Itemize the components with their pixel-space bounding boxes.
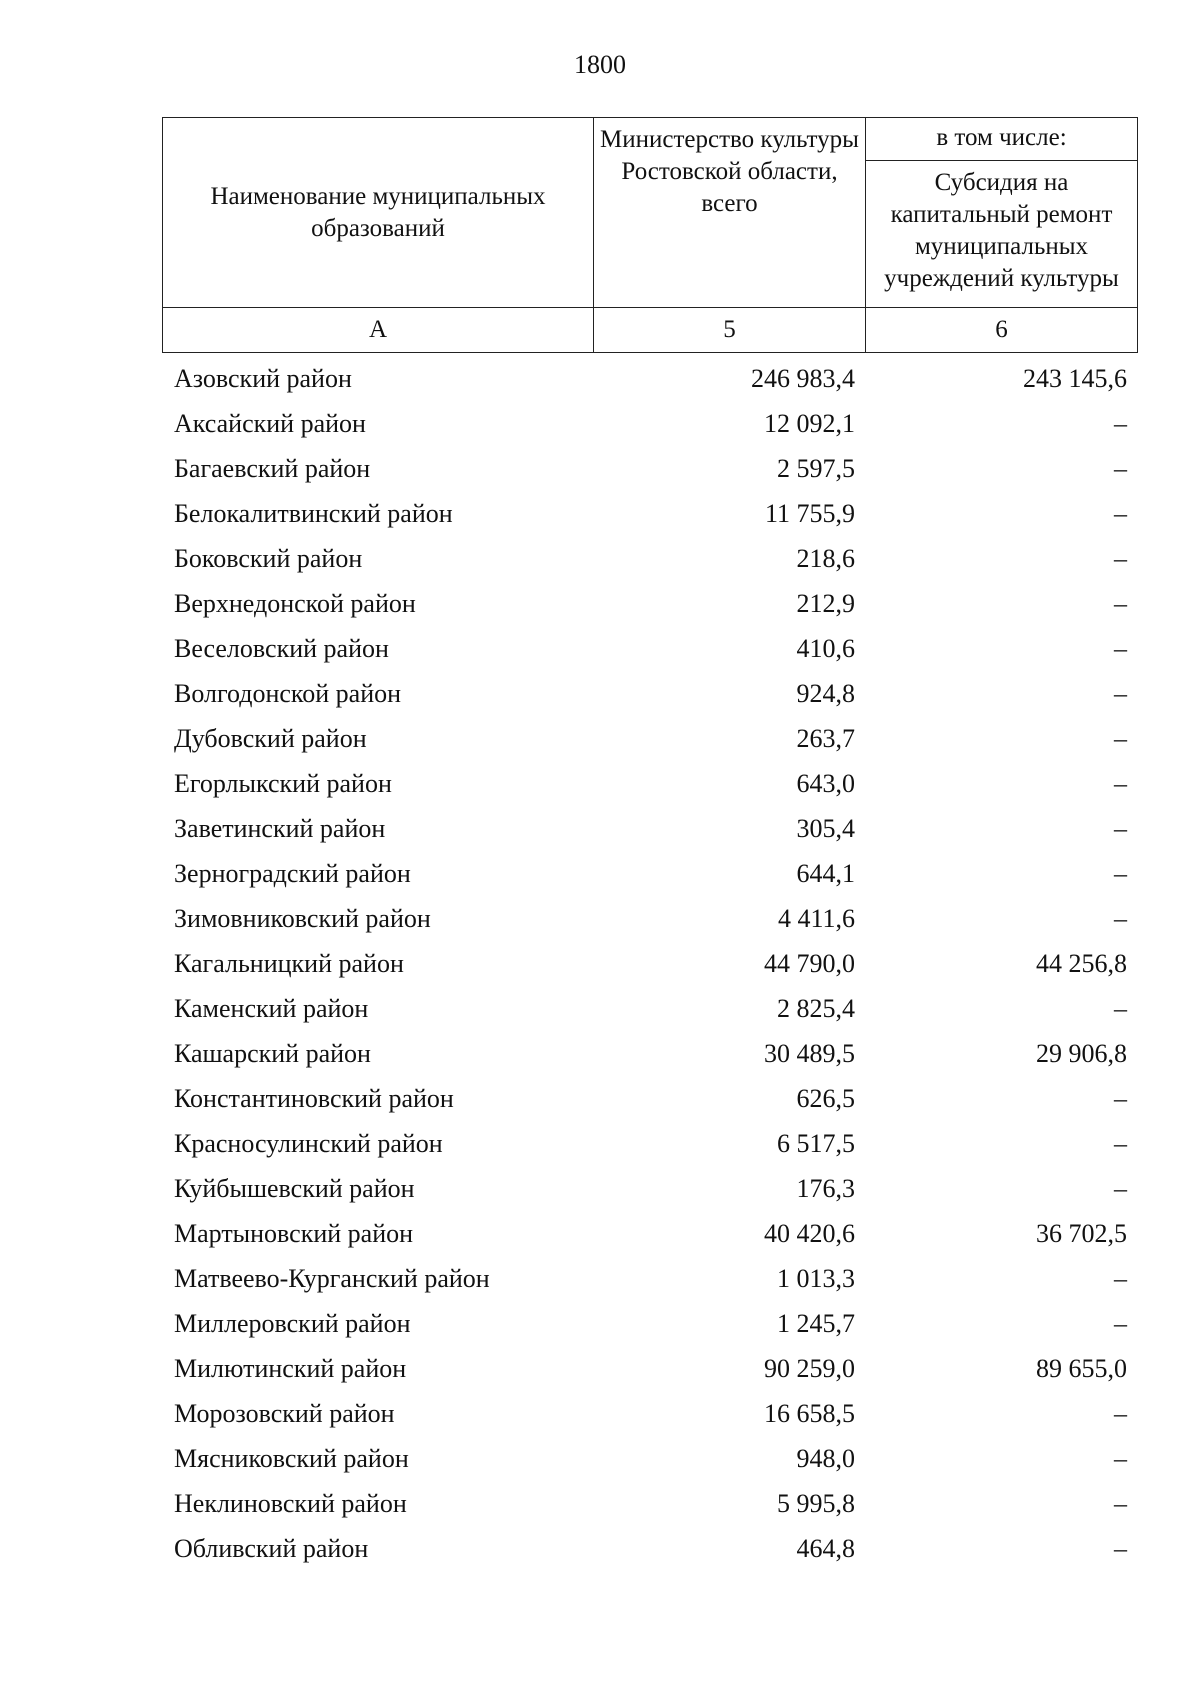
table-row bbox=[162, 1121, 1137, 1166]
table-row bbox=[162, 1481, 1137, 1526]
ministry-total-cell: 176,3 bbox=[796, 1173, 855, 1203]
ministry-total-cell: 1 245,7 bbox=[777, 1308, 855, 1338]
header-column-number-6: 6 bbox=[866, 308, 1138, 353]
municipality-name-cell: Красносулинский район bbox=[174, 1128, 443, 1158]
ministry-total-cell: 305,4 bbox=[796, 813, 855, 843]
municipality-name-cell: Веселовский район bbox=[174, 633, 389, 663]
subsidy-cell: – bbox=[1114, 678, 1127, 708]
municipality-name-cell: Верхнедонской район bbox=[174, 588, 416, 618]
municipality-name-cell: Кагальницкий район bbox=[174, 948, 404, 978]
table-row bbox=[162, 491, 1137, 536]
table-row bbox=[162, 671, 1137, 716]
subsidy-cell: – bbox=[1114, 1443, 1127, 1473]
table-row bbox=[162, 1301, 1137, 1346]
ministry-total-cell: 246 983,4 bbox=[751, 363, 855, 393]
table-row bbox=[162, 356, 1137, 401]
table-row bbox=[162, 581, 1137, 626]
subsidy-cell: – bbox=[1114, 1533, 1127, 1563]
table-row bbox=[162, 761, 1137, 806]
subsidy-cell: – bbox=[1114, 1128, 1127, 1158]
subsidy-cell: – bbox=[1114, 903, 1127, 933]
table-row bbox=[162, 1166, 1137, 1211]
ministry-total-cell: 410,6 bbox=[796, 633, 855, 663]
subsidy-cell: – bbox=[1114, 633, 1127, 663]
municipality-name-cell: Кашарский район bbox=[174, 1038, 371, 1068]
table-row bbox=[162, 1076, 1137, 1121]
ministry-total-cell: 263,7 bbox=[796, 723, 855, 753]
subsidy-cell: – bbox=[1114, 498, 1127, 528]
subsidy-cell: – bbox=[1114, 813, 1127, 843]
ministry-total-cell: 644,1 bbox=[796, 858, 855, 888]
municipality-name-cell: Багаевский район bbox=[174, 453, 371, 483]
table-row bbox=[162, 1211, 1137, 1256]
table-body bbox=[162, 356, 1137, 1571]
table-row bbox=[162, 626, 1137, 671]
ministry-total-cell: 218,6 bbox=[796, 543, 855, 573]
ministry-total-cell: 12 092,1 bbox=[764, 408, 855, 438]
header-including: в том числе: bbox=[866, 118, 1138, 161]
subsidy-cell: – bbox=[1114, 1488, 1127, 1518]
table-row bbox=[162, 1526, 1137, 1571]
subsidy-cell: – bbox=[1114, 993, 1127, 1023]
municipality-name-cell: Азовский район bbox=[174, 363, 352, 393]
subsidy-cell: – bbox=[1114, 453, 1127, 483]
ministry-total-cell: 30 489,5 bbox=[764, 1038, 855, 1068]
ministry-total-cell: 16 658,5 bbox=[764, 1398, 855, 1428]
table-row bbox=[162, 1391, 1137, 1436]
table-row bbox=[162, 896, 1137, 941]
ministry-total-cell: 90 259,0 bbox=[764, 1353, 855, 1383]
municipality-name-cell: Зимовниковский район bbox=[174, 903, 431, 933]
ministry-total-cell: 643,0 bbox=[796, 768, 855, 798]
table-row bbox=[162, 1346, 1137, 1391]
table-row bbox=[162, 401, 1137, 446]
municipality-name-cell: Мартыновский район bbox=[174, 1218, 414, 1248]
header-municipality-name: Наименование муниципальных образований bbox=[163, 118, 594, 308]
subsidy-cell: – bbox=[1114, 723, 1127, 753]
subsidy-cell: – bbox=[1114, 1398, 1127, 1428]
subsidy-cell: – bbox=[1114, 1263, 1127, 1293]
municipality-name-cell: Заветинский район bbox=[174, 813, 386, 843]
ministry-total-cell: 924,8 bbox=[796, 678, 855, 708]
table-row bbox=[162, 536, 1137, 581]
municipality-name-cell: Константиновский район bbox=[174, 1083, 454, 1113]
subsidy-cell: – bbox=[1114, 768, 1127, 798]
municipality-name-cell: Миллеровский район bbox=[174, 1308, 411, 1338]
table-row bbox=[162, 986, 1137, 1031]
ministry-total-cell: 44 790,0 bbox=[764, 948, 855, 978]
ministry-total-cell: 40 420,6 bbox=[764, 1218, 855, 1248]
table-header bbox=[162, 117, 1138, 353]
municipality-name-cell: Аксайский район bbox=[174, 408, 366, 438]
table-row bbox=[162, 1436, 1137, 1481]
ministry-total-cell: 948,0 bbox=[796, 1443, 855, 1473]
municipality-name-cell: Мясниковский район bbox=[174, 1443, 409, 1473]
ministry-total-cell: 1 013,3 bbox=[777, 1263, 855, 1293]
subsidy-cell: – bbox=[1114, 588, 1127, 618]
subsidy-cell: – bbox=[1114, 1083, 1127, 1113]
municipality-name-cell: Волгодонской район bbox=[174, 678, 402, 708]
subsidy-cell: 29 906,8 bbox=[1036, 1038, 1127, 1068]
header-ministry-total: Министерство культуры Ростовской области, всего bbox=[594, 118, 866, 308]
table-row bbox=[162, 1031, 1137, 1076]
ministry-total-cell: 2 597,5 bbox=[777, 453, 855, 483]
municipality-name-cell: Морозовский район bbox=[174, 1398, 395, 1428]
header-capital-repair-subsidy: Субсидия на капитальный ремонт муниципальных учреждений культуры bbox=[866, 161, 1138, 308]
subsidy-cell: – bbox=[1114, 408, 1127, 438]
subsidy-cell: 89 655,0 bbox=[1036, 1353, 1127, 1383]
ministry-total-cell: 626,5 bbox=[796, 1083, 855, 1113]
municipality-name-cell: Боковский район bbox=[174, 543, 363, 573]
ministry-total-cell: 11 755,9 bbox=[764, 498, 855, 528]
municipality-name-cell: Неклиновский район bbox=[174, 1488, 407, 1518]
subsidy-cell: 243 145,6 bbox=[1023, 363, 1127, 393]
municipality-name-cell: Матвеево-Курганский район bbox=[174, 1263, 490, 1293]
table-row bbox=[162, 1256, 1137, 1301]
subsidy-cell: – bbox=[1114, 543, 1127, 573]
header-column-number-5: 5 bbox=[594, 308, 866, 353]
ministry-total-cell: 464,8 bbox=[796, 1533, 855, 1563]
municipality-name-cell: Куйбышевский район bbox=[174, 1173, 415, 1203]
ministry-total-cell: 5 995,8 bbox=[777, 1488, 855, 1518]
ministry-total-cell: 2 825,4 bbox=[777, 993, 855, 1023]
subsidy-cell: 44 256,8 bbox=[1036, 948, 1127, 978]
municipality-name-cell: Зерноградский район bbox=[174, 858, 411, 888]
municipality-name-cell: Егорлыкский район bbox=[174, 768, 392, 798]
ministry-total-cell: 212,9 bbox=[796, 588, 855, 618]
table-row bbox=[162, 716, 1137, 761]
municipality-name-cell: Милютинский район bbox=[174, 1353, 407, 1383]
ministry-total-cell: 6 517,5 bbox=[777, 1128, 855, 1158]
header-column-letter-a: А bbox=[163, 308, 594, 353]
ministry-total-cell: 4 411,6 bbox=[777, 903, 855, 933]
page-number: 1800 bbox=[574, 50, 626, 79]
subsidy-cell: 36 702,5 bbox=[1036, 1218, 1127, 1248]
subsidy-cell: – bbox=[1114, 1173, 1127, 1203]
table-row bbox=[162, 446, 1137, 491]
table-row bbox=[162, 851, 1137, 896]
municipality-name-cell: Каменский район bbox=[174, 993, 369, 1023]
subsidy-cell: – bbox=[1114, 1308, 1127, 1338]
municipality-name-cell: Дубовский район bbox=[174, 723, 367, 753]
municipality-name-cell: Белокалитвинский район bbox=[174, 498, 453, 528]
table-row bbox=[162, 941, 1137, 986]
subsidy-cell: – bbox=[1114, 858, 1127, 888]
municipality-name-cell: Обливский район bbox=[174, 1533, 369, 1563]
table-row bbox=[162, 806, 1137, 851]
